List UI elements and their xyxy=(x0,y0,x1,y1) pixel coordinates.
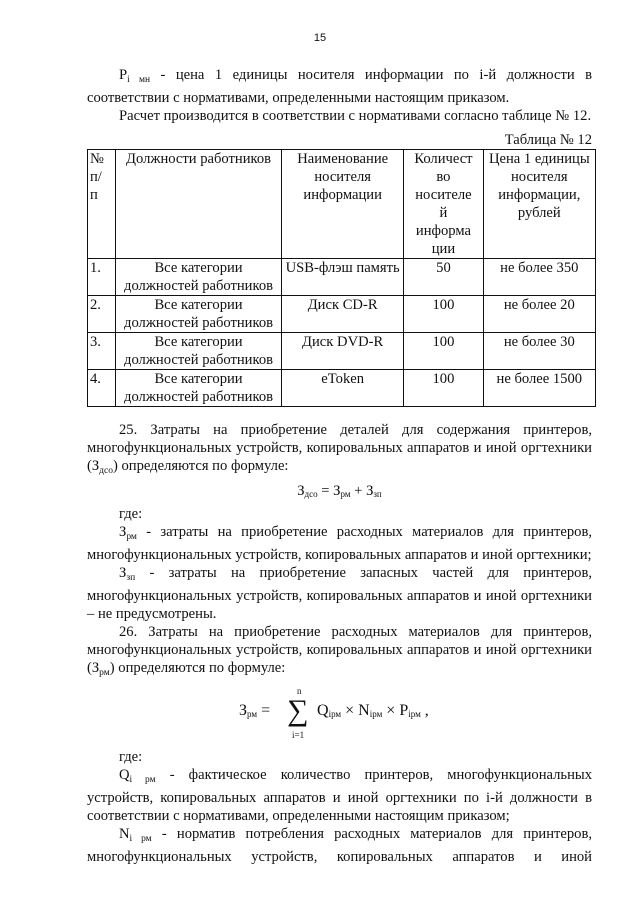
table-header-row xyxy=(88,150,596,259)
definition-zzp: $З_{зп}$ - затраты на приобретение запасных частей для принтеров, многофункциональных устройств, копировальных аппаратов и иной оргтехники – не предусмотрены. xyxy=(87,565,592,622)
cell-num: 3. xyxy=(88,333,116,370)
document-body xyxy=(87,66,592,866)
cell-media: USB-флэш память xyxy=(282,259,404,296)
where-label-25: где: xyxy=(119,506,143,522)
cell-num: 2. xyxy=(88,296,116,333)
header-num: № п/ п xyxy=(88,150,116,259)
table-row xyxy=(88,296,596,333)
cell-position: Все категории должностей работников xyxy=(116,259,282,296)
cell-media: Диск CD-R xyxy=(282,296,404,333)
cell-num: 4. xyxy=(88,370,116,407)
media-norms-table xyxy=(87,149,596,407)
table-row xyxy=(88,333,596,370)
intro-paragraph-1: $P_{i мн}$ - цена 1 единицы носителя информации по i-й должности в соответствии с нормативами, определенными настоящим приказом. xyxy=(87,67,592,106)
cell-price: не более 1500 xyxy=(483,370,595,407)
section-26-paragraph: 26. Затраты на приобретение расходных материалов для принтеров, многофункциональных устройств, копировальных аппаратов и иной оргтехники $(З_{рм})$ определяются по формуле: xyxy=(87,624,592,678)
header-media-name: Наименование носителя информации xyxy=(282,150,404,259)
formula-lhs: Зрм = xyxy=(239,702,275,719)
header-price: Цена 1 единицы носителя информации, рублей xyxy=(483,150,595,259)
cell-quantity: 100 xyxy=(404,333,483,370)
sum-upper-limit: n xyxy=(297,686,302,696)
formula-zrm xyxy=(87,686,592,744)
definition-n: $N_{i рм}$ - норматив потребления расходных материалов для принтеров, многофункциональных устройств, копировальных аппаратов и иной xyxy=(87,826,592,865)
where-label-26: где: xyxy=(119,749,143,765)
cell-position: Все категории должностей работников xyxy=(116,296,282,333)
page-number: 15 xyxy=(313,32,327,44)
cell-position: Все категории должностей работников xyxy=(116,370,282,407)
section-25-paragraph: 25. Затраты на приобретение деталей для содержания принтеров, многофункциональных устройств, копировальных аппаратов и иной оргтехники $(З_{дсо})$ определяются по формуле: xyxy=(87,422,592,476)
cell-price: не более 30 xyxy=(483,333,595,370)
table-row xyxy=(88,259,596,296)
cell-price: не более 20 xyxy=(483,296,595,333)
cell-quantity: 50 xyxy=(404,259,483,296)
cell-position: Все категории должностей работников xyxy=(116,333,282,370)
cell-quantity: 100 xyxy=(404,296,483,333)
cell-media: Диск DVD-R xyxy=(282,333,404,370)
cell-price: не более 350 xyxy=(483,259,595,296)
header-positions: Должности работников xyxy=(116,150,282,259)
intro-paragraph-2: Расчет производится в соответствии с нормативами согласно таблице № 12. xyxy=(119,108,592,124)
sum-symbol: ∑ xyxy=(287,694,309,727)
header-quantity: Количест во носителе й информа ции xyxy=(404,150,483,259)
table-row xyxy=(88,370,596,407)
formula-rhs: Qiрм × Niрм × Piрм , xyxy=(317,702,429,719)
table-caption: Таблица № 12 xyxy=(504,132,592,148)
definition-zrm: $З_{рм}$ - затраты на приобретение расходных материалов для принтеров, многофункциональных устройств, копировальных аппаратов и иной оргтехники; xyxy=(87,524,592,563)
cell-media: eToken xyxy=(282,370,404,407)
sum-lower-limit: i=1 xyxy=(292,730,305,740)
formula-dso: Здсо = Зрм + Ззп xyxy=(297,483,382,499)
definition-q: $Q_{i рм}$ - фактическое количество принтеров, многофункциональных устройств, копировальных аппаратов и иной оргтехники по i-й должности в соответствии с нормативами, определенными настоящим приказом; xyxy=(87,767,592,824)
cell-quantity: 100 xyxy=(404,370,483,407)
cell-num: 1. xyxy=(88,259,116,296)
